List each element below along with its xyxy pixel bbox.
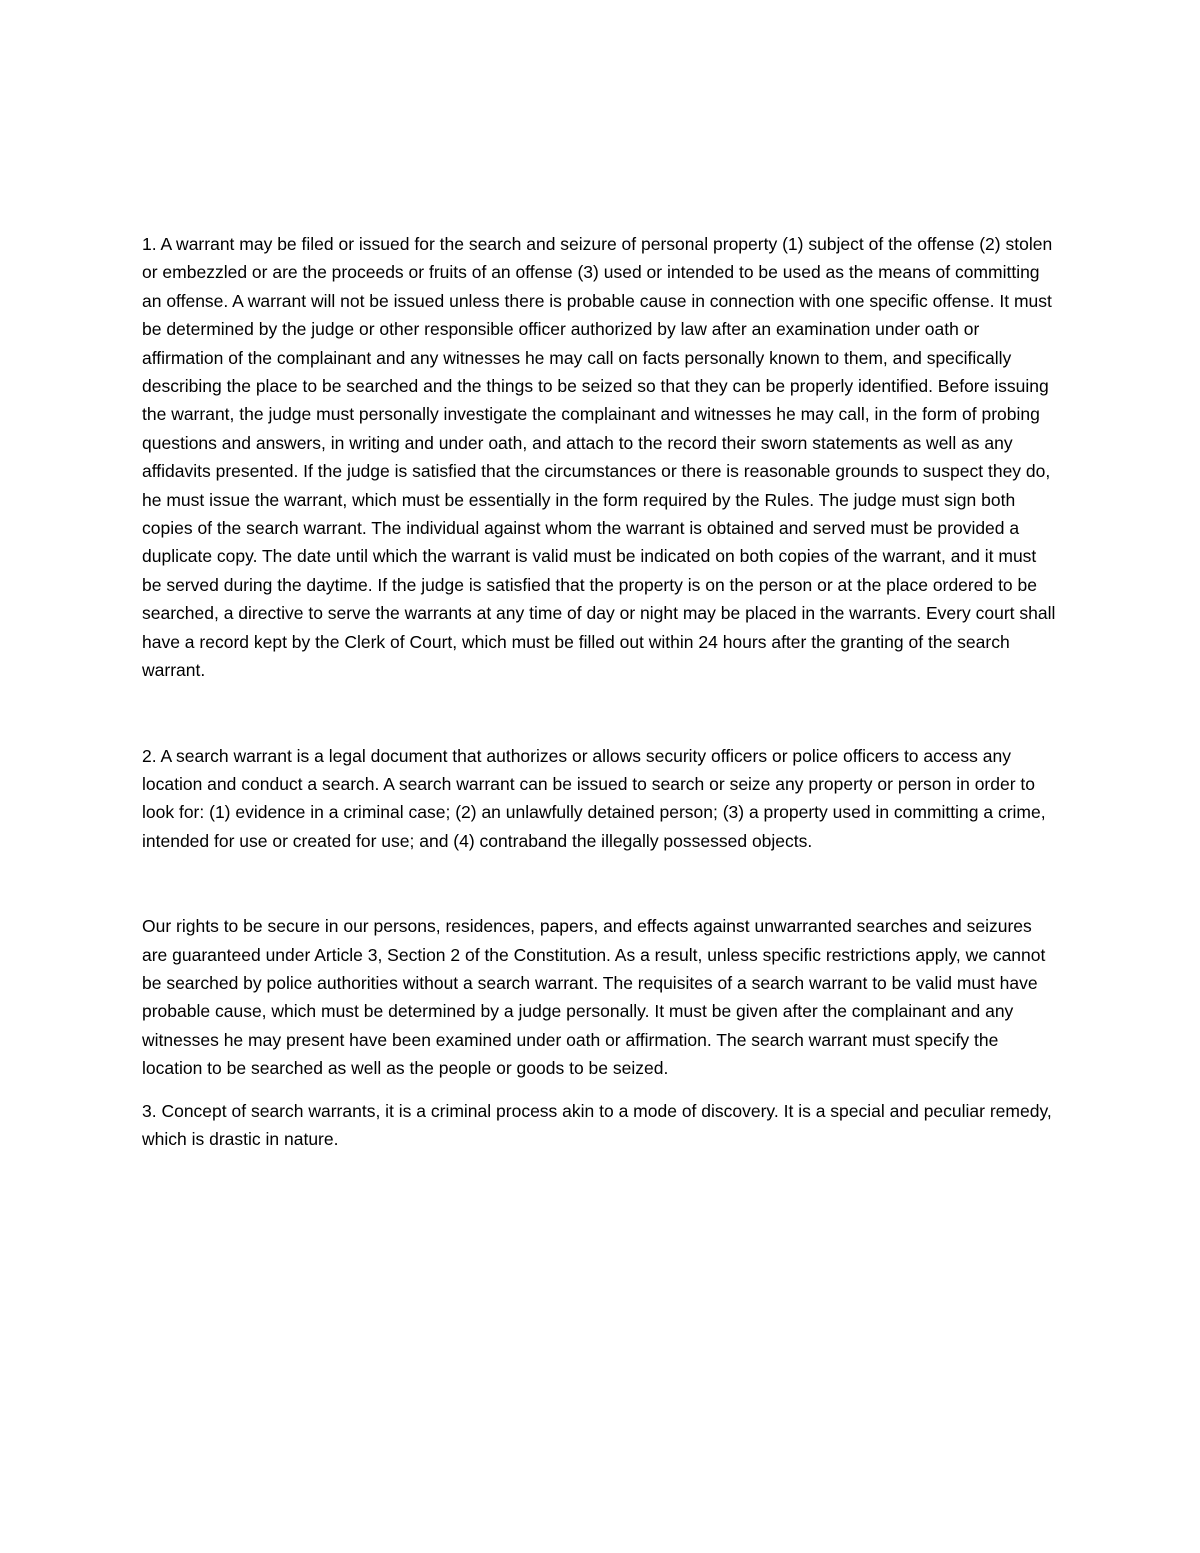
paragraph-constitutional-rights: Our rights to be secure in our persons, residences, papers, and effects against unwarranted searches and seizures are guaranteed under Article 3, Section 2 of the Constitution. As a result, unless specific restrictions apply, we cannot be searched by police authorities without a search warrant. The requisites of a search warrant to be valid must have probable cause, which must be determined by a judge personally. It must be given after the complainant and any witnesses he may present have been examined under oath or affirmation. The search warrant must specify the location to be searched as well as the people or goods to be seized. [142,916,1046,1079]
paragraph-1-warrant-issuance: 1. A warrant may be filed or issued for the search and seizure of personal property (1) subject of the offense (2) stolen or embezzled or are the proceeds or fruits of an offense (3) used or intended to be used as the means of committing an offense. A warrant will not be issued unless there is probable cause in connection with one specific offense. It must be determined by the judge or other responsible officer authorized by law after an examination under oath or affirmation of the complainant and any witnesses he may call on facts personally known to them, and specifically describing the place to be searched and the things to be seized so that they can be properly identified. Before issuing the warrant, the judge must personally investigate the complainant and witnesses he may call, in the form of probing questions and answers, in writing and under oath, and attach to the record their sworn statements as well as any affidavits presented. If the judge is satisfied that the circumstances or there is reasonable grounds to suspect they do, he must issue the warrant, which must be essentially in the form required by the Rules. The judge must sign both copies of the search warrant. The individual against whom the warrant is obtained and served must be provided a duplicate copy. The date until which the warrant is valid must be indicated on both copies of the warrant, and it must be served during the daytime. If the judge is satisfied that the property is on the person or at the place ordered to be searched, a directive to serve the warrants at any time of day or night may be placed in the warrants. Every court shall have a record kept by the Clerk of Court, which must be filled out within 24 hours after the granting of the search warrant. [142,234,1056,681]
document-body [142,230,1058,1153]
paragraph-2-search-warrant-definition: 2. A search warrant is a legal document that authorizes or allows security officers or police officers to access any location and conduct a search. A search warrant can be issued to search or seize any property or person in order to look for: (1) evidence in a criminal case; (2) an unlawfully detained person; (3) a property used in committing a crime, intended for use or created for use; and (4) contraband the illegally possessed objects. [142,745,1046,851]
paragraph-3-concept-of-search-warrants: 3. Concept of search warrants, it is a criminal process akin to a mode of discovery. It is a special and peculiar remedy, which is drastic in nature. [142,1100,1052,1149]
